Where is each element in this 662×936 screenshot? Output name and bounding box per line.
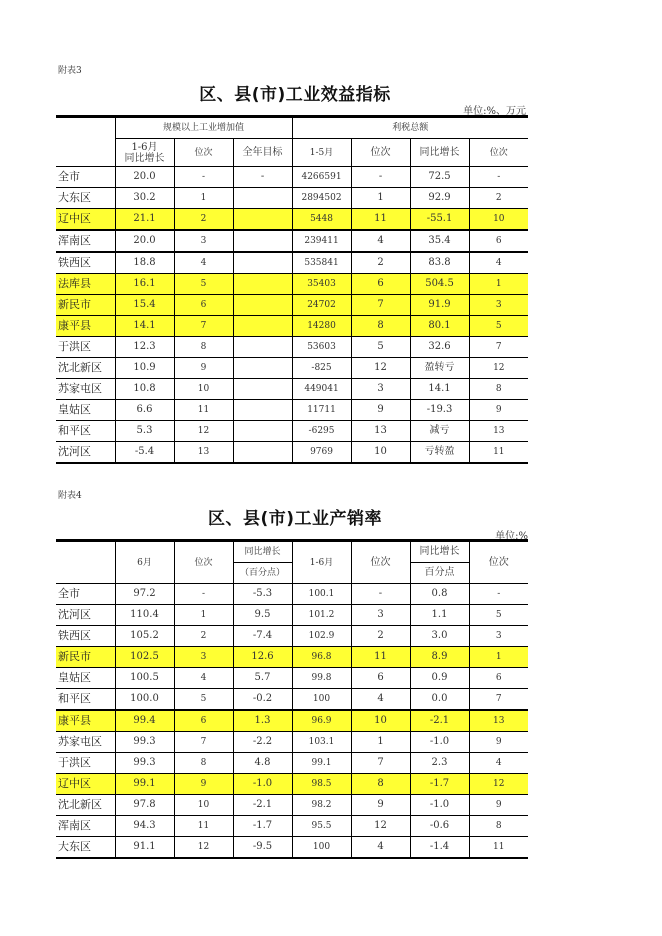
table-row xyxy=(56,605,528,626)
value-cell-c3 xyxy=(233,337,292,358)
table-row xyxy=(56,252,528,274)
table-row xyxy=(56,358,528,379)
region-name-cell: 浑南区 xyxy=(56,816,115,837)
table-row xyxy=(56,774,528,795)
table-row xyxy=(56,710,528,732)
value-cell-c1: 99.4 xyxy=(115,710,174,732)
value-cell-c3 xyxy=(233,421,292,442)
value-cell-c1: 21.1 xyxy=(115,209,174,231)
region-name-cell: 全市 xyxy=(56,584,115,605)
region-name-cell: 铁西区 xyxy=(56,626,115,647)
value-cell-c5: 7 xyxy=(351,753,410,774)
value-cell-c4: 4266591 xyxy=(292,167,351,188)
table4-col-june: 6月 xyxy=(115,541,174,584)
region-name-cell: 沈河区 xyxy=(56,605,115,626)
region-name-cell: 大东区 xyxy=(56,837,115,859)
value-cell-c7: 9 xyxy=(469,732,528,753)
value-cell-c5: 6 xyxy=(351,668,410,689)
region-name-cell: 康平县 xyxy=(56,710,115,732)
table4-body xyxy=(56,584,528,859)
region-name-cell: 沈北新区 xyxy=(56,795,115,816)
value-cell-c6: 32.6 xyxy=(410,337,469,358)
value-cell-c6: 2.3 xyxy=(410,753,469,774)
value-cell-c5: 11 xyxy=(351,647,410,668)
table-row xyxy=(56,421,528,442)
value-cell-c1: 102.5 xyxy=(115,647,174,668)
value-cell-c2: 13 xyxy=(174,442,233,464)
value-cell-c5: 4 xyxy=(351,689,410,711)
value-cell-c2: 4 xyxy=(174,668,233,689)
value-cell-c5: 5 xyxy=(351,337,410,358)
value-cell-c7: 2 xyxy=(469,188,528,209)
value-cell-c7: 3 xyxy=(469,626,528,647)
table-row xyxy=(56,837,528,859)
value-cell-c5: 10 xyxy=(351,710,410,732)
value-cell-c4: 35403 xyxy=(292,274,351,295)
value-cell-c3: -2.2 xyxy=(233,732,292,753)
value-cell-c7: 4 xyxy=(469,753,528,774)
value-cell-c7: 8 xyxy=(469,379,528,400)
table-row xyxy=(56,209,528,231)
value-cell-c2: 5 xyxy=(174,274,233,295)
value-cell-c1: -5.4 xyxy=(115,442,174,464)
value-cell-c6: -1.7 xyxy=(410,774,469,795)
value-cell-c4: 101.2 xyxy=(292,605,351,626)
value-cell-c6: 83.8 xyxy=(410,252,469,274)
value-cell-c7: 5 xyxy=(469,316,528,337)
value-cell-c2: 8 xyxy=(174,753,233,774)
value-cell-c6: 14.1 xyxy=(410,379,469,400)
value-cell-c4: 96.9 xyxy=(292,710,351,732)
table4-unit: 单位:% xyxy=(495,531,528,542)
region-name-cell: 苏家屯区 xyxy=(56,379,115,400)
value-cell-c3: -5.3 xyxy=(233,584,292,605)
table4-header xyxy=(56,541,528,584)
value-cell-c1: 99.3 xyxy=(115,732,174,753)
value-cell-c3 xyxy=(233,295,292,316)
value-cell-c4: 99.8 xyxy=(292,668,351,689)
table3-note: 附表3 xyxy=(58,66,82,76)
table-row xyxy=(56,230,528,252)
value-cell-c7: 12 xyxy=(469,358,528,379)
value-cell-c6: 亏转盈 xyxy=(410,442,469,464)
value-cell-c1: 91.1 xyxy=(115,837,174,859)
value-cell-c2: 1 xyxy=(174,188,233,209)
value-cell-c5: 11 xyxy=(351,209,410,231)
value-cell-c1: 30.2 xyxy=(115,188,174,209)
region-name-cell: 于洪区 xyxy=(56,753,115,774)
value-cell-c7: 3 xyxy=(469,295,528,316)
value-cell-c2: 8 xyxy=(174,337,233,358)
value-cell-c4: 53603 xyxy=(292,337,351,358)
value-cell-c6: 92.9 xyxy=(410,188,469,209)
table3-group-header-profit-tax: 利税总额 xyxy=(292,117,528,139)
value-cell-c7: 12 xyxy=(469,774,528,795)
value-cell-c4: 100.1 xyxy=(292,584,351,605)
value-cell-c3: -1.0 xyxy=(233,774,292,795)
table-row xyxy=(56,689,528,711)
value-cell-c5: 9 xyxy=(351,400,410,421)
table-row xyxy=(56,188,528,209)
table3-col-annual-target: 全年目标 xyxy=(233,139,292,167)
table4-col-yoy2-top: 同比增长 xyxy=(410,541,469,563)
value-cell-c6: 91.9 xyxy=(410,295,469,316)
value-cell-c7: 11 xyxy=(469,837,528,859)
value-cell-c2: 6 xyxy=(174,710,233,732)
value-cell-c3 xyxy=(233,188,292,209)
value-cell-c4: 449041 xyxy=(292,379,351,400)
value-cell-c4: 98.2 xyxy=(292,795,351,816)
table3-col-rank-2: 位次 xyxy=(351,139,410,167)
value-cell-c3 xyxy=(233,230,292,252)
value-cell-c7: 5 xyxy=(469,605,528,626)
value-cell-c5: 4 xyxy=(351,230,410,252)
table-row xyxy=(56,274,528,295)
value-cell-c4: 535841 xyxy=(292,252,351,274)
table4-col-1-6: 1-6月 xyxy=(292,541,351,584)
region-name-cell: 新民市 xyxy=(56,295,115,316)
value-cell-c3: 12.6 xyxy=(233,647,292,668)
value-cell-c7: 13 xyxy=(469,421,528,442)
region-name-cell: 辽中区 xyxy=(56,774,115,795)
value-cell-c2: 4 xyxy=(174,252,233,274)
value-cell-c5: 6 xyxy=(351,274,410,295)
value-cell-c7: 7 xyxy=(469,689,528,711)
value-cell-c5: 12 xyxy=(351,358,410,379)
table3-col-growth-line1: 1-6月 xyxy=(131,141,158,153)
value-cell-c6: 1.1 xyxy=(410,605,469,626)
value-cell-c5: 9 xyxy=(351,795,410,816)
value-cell-c7: 10 xyxy=(469,209,528,231)
table-row xyxy=(56,626,528,647)
value-cell-c4: -825 xyxy=(292,358,351,379)
table3-header xyxy=(56,117,528,167)
region-name-cell: 康平县 xyxy=(56,316,115,337)
region-name-cell: 浑南区 xyxy=(56,230,115,252)
value-cell-c2: 6 xyxy=(174,295,233,316)
value-cell-c3 xyxy=(233,209,292,231)
region-name-cell: 于洪区 xyxy=(56,337,115,358)
region-name-cell: 和平区 xyxy=(56,421,115,442)
value-cell-c2: - xyxy=(174,584,233,605)
value-cell-c5: 8 xyxy=(351,316,410,337)
value-cell-c3: 1.3 xyxy=(233,710,292,732)
value-cell-c7: 11 xyxy=(469,442,528,464)
table4-note: 附表4 xyxy=(58,491,82,501)
region-name-cell: 和平区 xyxy=(56,689,115,711)
value-cell-c3: -7.4 xyxy=(233,626,292,647)
value-cell-c5: 13 xyxy=(351,421,410,442)
value-cell-c1: 97.8 xyxy=(115,795,174,816)
value-cell-c6: -1.0 xyxy=(410,732,469,753)
table-row xyxy=(56,442,528,464)
value-cell-c6: 0.0 xyxy=(410,689,469,711)
value-cell-c4: 100 xyxy=(292,837,351,859)
value-cell-c3: - xyxy=(233,167,292,188)
region-name-cell: 皇姑区 xyxy=(56,668,115,689)
table4-col-yoy2-bottom: 百分点 xyxy=(410,563,469,584)
value-cell-c1: 5.3 xyxy=(115,421,174,442)
value-cell-c4: 239411 xyxy=(292,230,351,252)
value-cell-c4: 96.8 xyxy=(292,647,351,668)
value-cell-c2: 5 xyxy=(174,689,233,711)
value-cell-c3 xyxy=(233,442,292,464)
value-cell-c7: 1 xyxy=(469,647,528,668)
value-cell-c2: 10 xyxy=(174,379,233,400)
value-cell-c2: - xyxy=(174,167,233,188)
value-cell-c3 xyxy=(233,274,292,295)
value-cell-c2: 11 xyxy=(174,816,233,837)
table4-col-rank-3: 位次 xyxy=(469,541,528,584)
value-cell-c1: 110.4 xyxy=(115,605,174,626)
value-cell-c1: 18.8 xyxy=(115,252,174,274)
value-cell-c4: 24702 xyxy=(292,295,351,316)
value-cell-c6: 35.4 xyxy=(410,230,469,252)
value-cell-c7: 9 xyxy=(469,795,528,816)
value-cell-c5: 3 xyxy=(351,379,410,400)
value-cell-c2: 2 xyxy=(174,626,233,647)
value-cell-c6: 504.5 xyxy=(410,274,469,295)
value-cell-c5: 8 xyxy=(351,774,410,795)
value-cell-c2: 9 xyxy=(174,774,233,795)
value-cell-c6: 3.0 xyxy=(410,626,469,647)
value-cell-c1: 10.8 xyxy=(115,379,174,400)
value-cell-c3: -1.7 xyxy=(233,816,292,837)
value-cell-c5: 7 xyxy=(351,295,410,316)
region-name-cell: 法库县 xyxy=(56,274,115,295)
value-cell-c2: 1 xyxy=(174,605,233,626)
region-name-cell: 沈河区 xyxy=(56,442,115,464)
table3-col-growth-line2: 同比增长 xyxy=(124,152,165,164)
value-cell-c3: 5.7 xyxy=(233,668,292,689)
region-name-cell: 全市 xyxy=(56,167,115,188)
value-cell-c4: 102.9 xyxy=(292,626,351,647)
value-cell-c3 xyxy=(233,316,292,337)
value-cell-c5: 12 xyxy=(351,816,410,837)
value-cell-c7: 6 xyxy=(469,230,528,252)
table3-col-1-5: 1-5月 xyxy=(292,139,351,167)
value-cell-c3 xyxy=(233,379,292,400)
value-cell-c3 xyxy=(233,358,292,379)
value-cell-c4: -6295 xyxy=(292,421,351,442)
value-cell-c5: - xyxy=(351,167,410,188)
value-cell-c5: 10 xyxy=(351,442,410,464)
value-cell-c7: 8 xyxy=(469,816,528,837)
table4-title: 区、县(市)工业产销率 xyxy=(207,509,383,529)
value-cell-c2: 3 xyxy=(174,230,233,252)
value-cell-c5: 4 xyxy=(351,837,410,859)
value-cell-c6: -2.1 xyxy=(410,710,469,732)
value-cell-c1: 94.3 xyxy=(115,816,174,837)
table-row xyxy=(56,668,528,689)
value-cell-c4: 100 xyxy=(292,689,351,711)
value-cell-c6: -19.3 xyxy=(410,400,469,421)
value-cell-c7: 13 xyxy=(469,710,528,732)
table-row xyxy=(56,795,528,816)
value-cell-c4: 11711 xyxy=(292,400,351,421)
value-cell-c2: 9 xyxy=(174,358,233,379)
value-cell-c2: 7 xyxy=(174,732,233,753)
value-cell-c6: -1.0 xyxy=(410,795,469,816)
value-cell-c7: - xyxy=(469,167,528,188)
table4-corner-cell xyxy=(56,541,115,584)
value-cell-c3: -2.1 xyxy=(233,795,292,816)
region-name-cell: 苏家屯区 xyxy=(56,732,115,753)
value-cell-c4: 98.5 xyxy=(292,774,351,795)
table-row xyxy=(56,400,528,421)
value-cell-c5: 1 xyxy=(351,732,410,753)
value-cell-c3: 9.5 xyxy=(233,605,292,626)
value-cell-c1: 20.0 xyxy=(115,230,174,252)
value-cell-c3: 4.8 xyxy=(233,753,292,774)
value-cell-c1: 99.1 xyxy=(115,774,174,795)
value-cell-c7: 7 xyxy=(469,337,528,358)
value-cell-c6: -0.6 xyxy=(410,816,469,837)
value-cell-c1: 14.1 xyxy=(115,316,174,337)
value-cell-c4: 9769 xyxy=(292,442,351,464)
value-cell-c3 xyxy=(233,400,292,421)
value-cell-c2: 12 xyxy=(174,421,233,442)
table3-title: 区、县(市)工业效益指标 xyxy=(199,85,391,105)
value-cell-c2: 12 xyxy=(174,837,233,859)
value-cell-c4: 99.1 xyxy=(292,753,351,774)
table3-industrial-efficiency xyxy=(56,115,528,464)
value-cell-c3 xyxy=(233,252,292,274)
value-cell-c4: 2894502 xyxy=(292,188,351,209)
region-name-cell: 新民市 xyxy=(56,647,115,668)
value-cell-c2: 7 xyxy=(174,316,233,337)
value-cell-c1: 15.4 xyxy=(115,295,174,316)
table-row xyxy=(56,753,528,774)
value-cell-c1: 20.0 xyxy=(115,167,174,188)
value-cell-c7: - xyxy=(469,584,528,605)
value-cell-c5: 3 xyxy=(351,605,410,626)
table3-unit: 单位:%、万元 xyxy=(463,106,526,117)
region-name-cell: 皇姑区 xyxy=(56,400,115,421)
table3-body xyxy=(56,167,528,464)
table-row xyxy=(56,337,528,358)
value-cell-c6: 72.5 xyxy=(410,167,469,188)
value-cell-c7: 6 xyxy=(469,668,528,689)
value-cell-c4: 95.5 xyxy=(292,816,351,837)
region-name-cell: 辽中区 xyxy=(56,209,115,231)
value-cell-c1: 100.0 xyxy=(115,689,174,711)
region-name-cell: 沈北新区 xyxy=(56,358,115,379)
value-cell-c5: 1 xyxy=(351,188,410,209)
table-row xyxy=(56,295,528,316)
value-cell-c1: 97.2 xyxy=(115,584,174,605)
value-cell-c2: 11 xyxy=(174,400,233,421)
value-cell-c1: 105.2 xyxy=(115,626,174,647)
table-row xyxy=(56,584,528,605)
value-cell-c6: 0.8 xyxy=(410,584,469,605)
value-cell-c1: 100.5 xyxy=(115,668,174,689)
table4-production-sales-rate xyxy=(56,539,528,859)
value-cell-c1: 16.1 xyxy=(115,274,174,295)
value-cell-c2: 3 xyxy=(174,647,233,668)
value-cell-c2: 10 xyxy=(174,795,233,816)
value-cell-c6: -55.1 xyxy=(410,209,469,231)
table4-col-rank: 位次 xyxy=(174,541,233,584)
table3-col-growth-1-6 xyxy=(115,139,174,167)
value-cell-c7: 4 xyxy=(469,252,528,274)
value-cell-c6: 80.1 xyxy=(410,316,469,337)
value-cell-c1: 6.6 xyxy=(115,400,174,421)
value-cell-c2: 2 xyxy=(174,209,233,231)
value-cell-c4: 5448 xyxy=(292,209,351,231)
value-cell-c6: -1.4 xyxy=(410,837,469,859)
value-cell-c4: 14280 xyxy=(292,316,351,337)
table-row xyxy=(56,647,528,668)
table3-col-rank-3: 位次 xyxy=(469,139,528,167)
value-cell-c6: 8.9 xyxy=(410,647,469,668)
value-cell-c1: 10.9 xyxy=(115,358,174,379)
table3-col-yoy-growth: 同比增长 xyxy=(410,139,469,167)
region-name-cell: 大东区 xyxy=(56,188,115,209)
table3-col-rank: 位次 xyxy=(174,139,233,167)
value-cell-c1: 99.3 xyxy=(115,753,174,774)
value-cell-c7: 9 xyxy=(469,400,528,421)
value-cell-c1: 12.3 xyxy=(115,337,174,358)
table4-col-rank-2: 位次 xyxy=(351,541,410,584)
value-cell-c5: 2 xyxy=(351,626,410,647)
table4-col-yoy-top: 同比增长 xyxy=(233,541,292,563)
table4-col-yoy-bottom: （百分点） xyxy=(233,563,292,584)
table-row xyxy=(56,316,528,337)
value-cell-c4: 103.1 xyxy=(292,732,351,753)
table-row xyxy=(56,732,528,753)
value-cell-c7: 1 xyxy=(469,274,528,295)
table3-group-header-value-added: 规模以上工业增加值 xyxy=(115,117,292,139)
table-row xyxy=(56,167,528,188)
value-cell-c5: 2 xyxy=(351,252,410,274)
table3-corner-cell xyxy=(56,117,115,167)
value-cell-c3: -0.2 xyxy=(233,689,292,711)
value-cell-c6: 盈转亏 xyxy=(410,358,469,379)
value-cell-c6: 0.9 xyxy=(410,668,469,689)
value-cell-c5: - xyxy=(351,584,410,605)
value-cell-c3: -9.5 xyxy=(233,837,292,859)
table-row xyxy=(56,816,528,837)
table-row xyxy=(56,379,528,400)
region-name-cell: 铁西区 xyxy=(56,252,115,274)
value-cell-c6: 减亏 xyxy=(410,421,469,442)
